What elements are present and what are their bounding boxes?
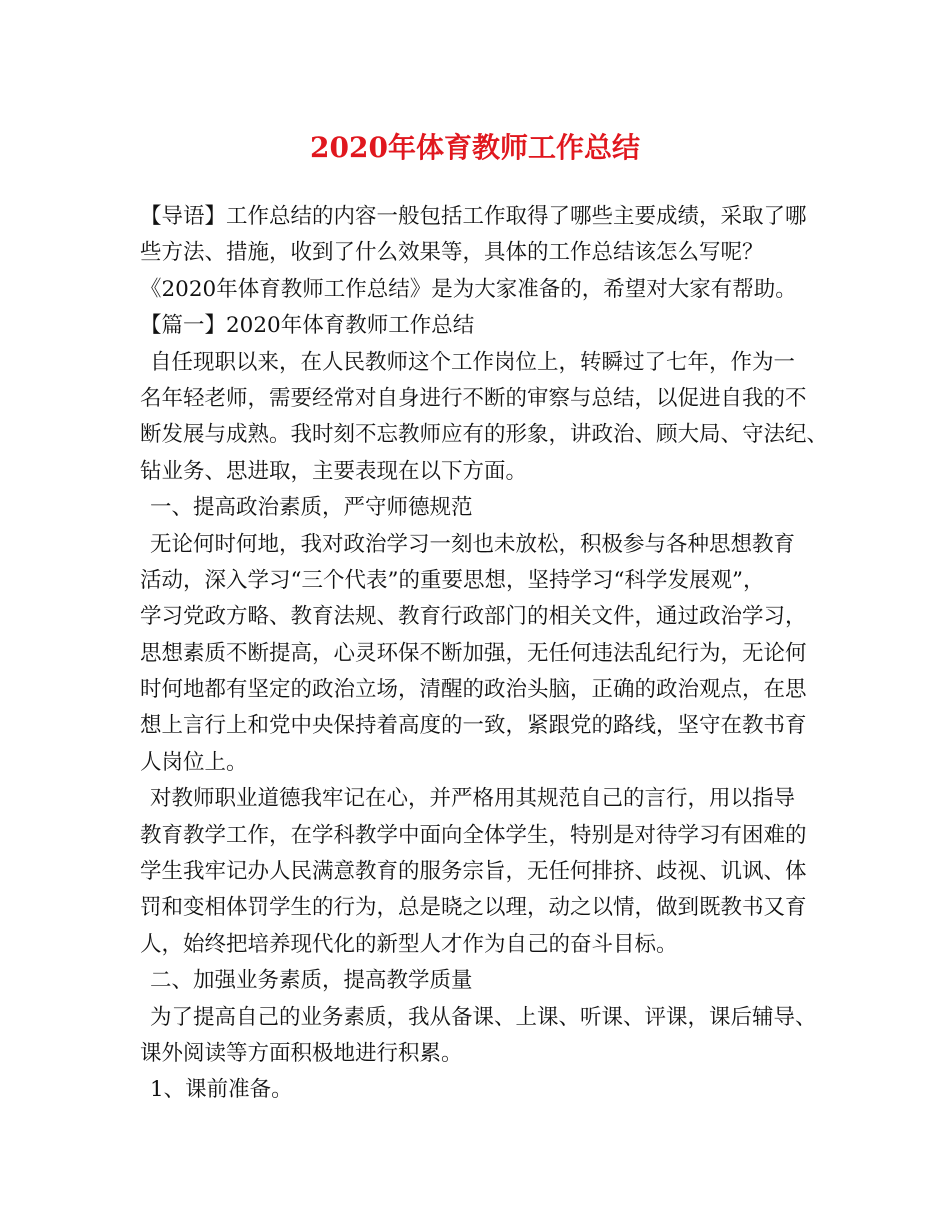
text-line: 教育教学工作，在学科教学中面向全体学生，特别是对待学习有困难的 — [140, 822, 807, 848]
text-line: 想上言行上和党中央保持着高度的一致，紧跟党的路线，坚守在教书育 — [140, 713, 807, 739]
text-line: 为了提高自己的业务素质，我从备课、上课、听课、评课，课后辅导、 — [150, 1004, 817, 1030]
text-line: 无论何时何地，我对政治学习一刻也未放松，积极参与各种思想教育 — [150, 531, 796, 557]
document-body — [140, 199, 830, 1109]
text-line: 思想素质不断提高，心灵环保不断加强，无任何违法乱纪行为，无论何 — [140, 640, 807, 666]
text-line: 学生我牢记办人民满意教育的服务宗旨，无任何排挤、歧视、讥讽、体 — [140, 859, 807, 885]
text-line: 【导语】工作总结的内容一般包括工作取得了哪些主要成绩，采取了哪 — [140, 204, 807, 229]
text-line: 课外阅读等方面积极地进行积累。 — [140, 1040, 463, 1066]
text-line: 二、加强业务素质，提高教学质量 — [150, 968, 473, 994]
text-line: 活动，深入学习“三个代表”的重要思想，坚持学习“科学发展观”， — [140, 567, 765, 593]
text-line: 断发展与成熟。我时刻不忘教师应有的形象，讲政治、顾大局、守法纪、 — [140, 422, 829, 448]
document-title: 2020年体育教师工作总结 — [310, 131, 640, 164]
text-line: 【篇一】2020年体育教师工作总结 — [140, 313, 475, 339]
text-line: 学习党政方略、教育法规、教育行政部门的相关文件，通过政治学习， — [140, 604, 807, 630]
text-line: 一、提高政治素质，严守师德规范 — [150, 495, 473, 521]
text-line: 1、课前准备。 — [150, 1077, 293, 1103]
text-line: 时何地都有坚定的政治立场，清醒的政治头脑，正确的政治观点，在思 — [140, 677, 807, 703]
text-line: 名年轻老师，需要经常对自身进行不断的审察与总结，以促进自我的不 — [140, 385, 807, 411]
text-line: 钻业务、思进取，主要表现在以下方面。 — [140, 458, 528, 484]
text-line: 人，始终把培养现代化的新型人才作为自己的奋斗目标。 — [140, 931, 678, 957]
text-line: 些方法、措施，收到了什么效果等，具体的工作总结该怎么写呢？ — [140, 240, 764, 266]
text-line: 自任现职以来，在人民教师这个工作岗位上，转瞬过了七年，作为一 — [150, 349, 796, 375]
text-line: 人岗位上。 — [140, 749, 248, 775]
text-line: 《2020年体育教师工作总结》是为大家准备的，希望对大家有帮助。 — [140, 276, 797, 302]
text-line: 对教师职业道德我牢记在心，并严格用其规范自己的言行，用以指导 — [150, 786, 796, 812]
text-line: 罚和变相体罚学生的行为，总是晓之以理，动之以情，做到既教书又育 — [140, 895, 807, 921]
